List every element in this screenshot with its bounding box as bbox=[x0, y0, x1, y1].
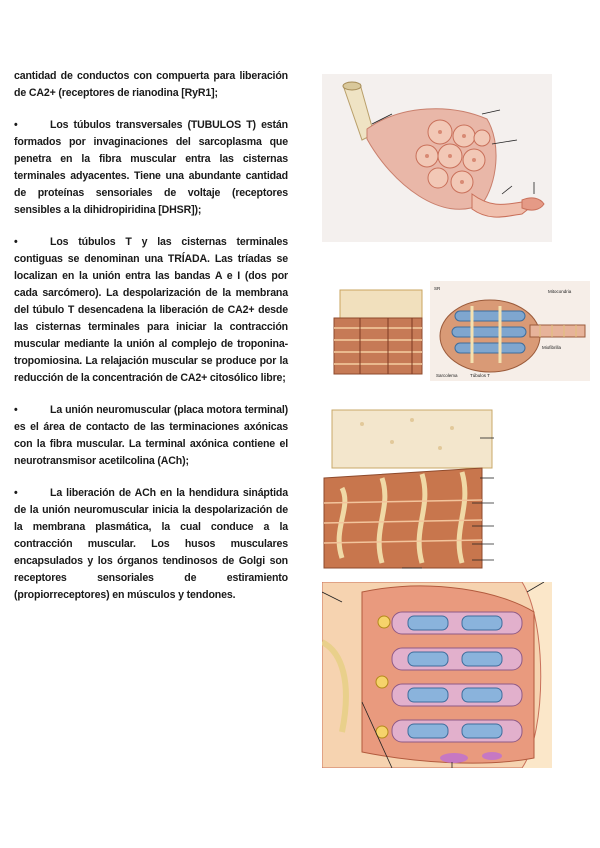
paragraph bbox=[14, 485, 288, 604]
text-column bbox=[14, 68, 288, 619]
paragraph bbox=[14, 68, 288, 102]
paragraph bbox=[14, 402, 288, 470]
label-mitocondria: Mitocondria bbox=[548, 289, 572, 294]
bullet-icon: • bbox=[14, 487, 18, 499]
bullet-icon: • bbox=[14, 236, 18, 248]
sarcomere-block-figure bbox=[330, 288, 425, 378]
bullet-icon: • bbox=[14, 404, 18, 416]
label-sarcolema: Sarcolema bbox=[436, 373, 458, 378]
paragraph-text: cantidad de conductos con compuerta para liberación de CA2+ (receptores de rianodina [RyR1]; bbox=[14, 70, 288, 99]
label-miofibrilla: Miofibrilla bbox=[542, 345, 562, 350]
paragraph bbox=[14, 117, 288, 219]
label-sr: SR bbox=[434, 286, 441, 291]
paragraph-text: Los túbulos T y las cisternas terminales contiguas se denominan una TRÍADA. Las tríadas se localizan en la unión entra las bandas A e I (dos por cada sarcómero). La despolarización de la membrana del túbulo T desencadena la liberación de CA2+ desde las cisternas terminales para iniciar la contracción muscular mediante la unión al complejo de troponina-tropomiosina. La relajación muscular se produce por la reducción de la concentración de CA2+ citosólico libre; bbox=[14, 236, 288, 384]
bullet-icon: • bbox=[14, 119, 18, 131]
t-tubule-figure bbox=[322, 408, 500, 574]
muscle-fascicle-figure bbox=[322, 74, 552, 242]
paragraph bbox=[14, 234, 288, 387]
paragraph-text: La unión neuromuscular (placa motora terminal) es el área de contacto de las terminaciones axónicas con la fibra muscular. La terminal axónica contiene el neurotransmisor acetilcolina (ACh); bbox=[14, 404, 288, 467]
myofibril-sr-figure bbox=[430, 281, 590, 381]
paragraph-text: Los túbulos transversales (TUBULOS T) están formados por invaginaciones del sarcoplasma que penetra en la fibra muscular entra las cisternas terminales adyacentes. Tiene una abundante cantidad de proteínas sensoriales de voltaje (receptores sensibles a la dihidropiridina [DHSR]); bbox=[14, 119, 288, 216]
label-tubulos: Túbulos T bbox=[470, 373, 490, 378]
paragraph-text: La liberación de ACh en la hendidura sináptida de la unión neuromuscular inicia la despolarización de la membrana plasmática, la cual conduce a la contracción muscular. Los husos musculares encapsulados y los órganos tendinosos de Golgi son receptores sensoriales de estiramiento (propiorreceptores) en músculos y tendones. bbox=[14, 487, 288, 601]
muscle-fiber-detail-figure bbox=[322, 582, 552, 768]
